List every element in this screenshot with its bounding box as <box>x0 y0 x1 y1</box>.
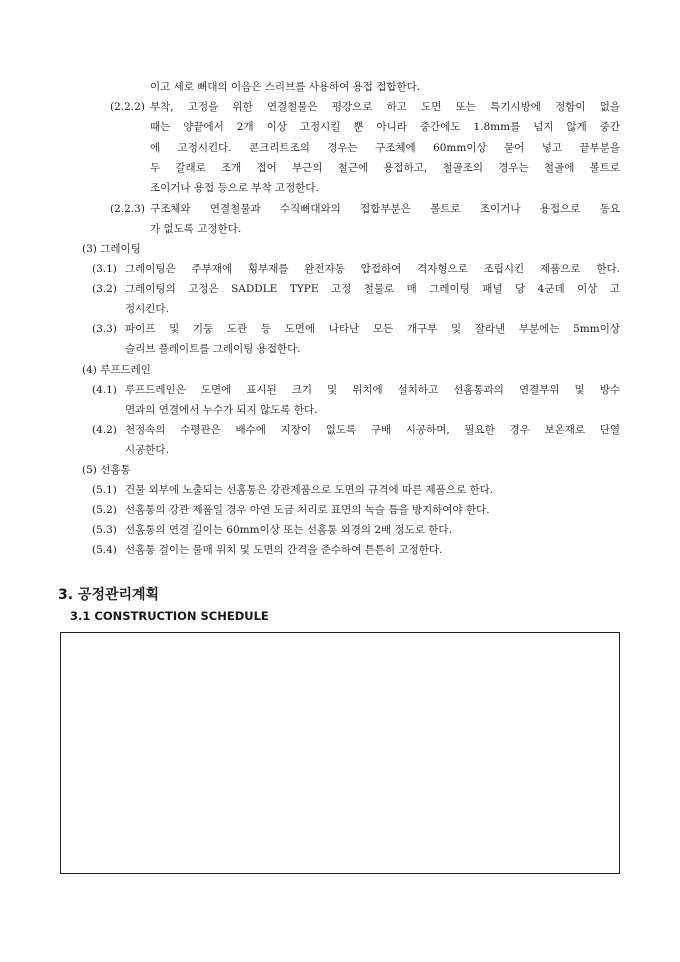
roof-drain-item-line: 시공한다. <box>125 444 169 456</box>
paragraph-2-2-3-line: 구조체와 연결철물과 수직뼈대와의 접합부분은 볼트로 조이거나 용접으로 동요 <box>150 203 620 215</box>
downspout-item-number: (5.3) <box>92 524 117 536</box>
paragraph-2-2-3-number: (2.2.3) <box>110 203 145 215</box>
grating-item-line: 정시킨다. <box>125 303 169 315</box>
paragraph-2-2-3-line: 가 없도록 고정한다. <box>150 223 242 235</box>
paragraph-2-2-2-number: (2.2.2) <box>110 101 145 113</box>
grating-item-line: 파이프 및 기둥 도관 등 도면에 나타난 모든 개구부 및 잘라낸 부분에는 5mm이상 <box>125 323 620 335</box>
grating-item-number: (3.3) <box>92 323 117 335</box>
roof-drain-item-line: 루프드레인은 도면에 표시된 크기 및 위치에 설치하고 선홈통과의 연결부위 및 방수 <box>125 384 620 396</box>
paragraph-2-2-2-line: 두 갈래로 조개 접어 부근의 철근에 용접하고, 철골조의 경우는 철골에 볼트로 <box>150 162 620 174</box>
downspout-item-line: 건물 외부에 노출되는 선홈통은 강관제품으로 도면의 규격에 따른 제품으로 한다. <box>125 484 494 496</box>
paragraph-2-2-2-line: 때는 양끝에서 2개 이상 고정시킬 뿐 아니라 중간에도 1.8mm를 넘지 않게 중간 <box>150 121 620 133</box>
downspout-item-number: (5.4) <box>92 544 117 556</box>
roof-drain-item-line: 천정속의 수평관은 배수에 지장이 없도록 구배 시공하며, 필요한 경우 보온재로 단열 <box>125 424 620 436</box>
paragraph-2-2-2-line: 부착, 고정을 위한 연결철물은 평강으로 하고 도면 또는 특기시방에 정함이 없을 <box>150 101 620 113</box>
downspout-item-line: 선홈통의 연결 길이는 60mm이상 또는 선홈통 외경의 2배 정도로 한다. <box>125 524 452 536</box>
grating-item-line: 슬리브 플레이트를 그레이팅 용접한다. <box>125 343 301 355</box>
grating-item-number: (3.2) <box>92 283 117 295</box>
roof-drain-item-number: (4.2) <box>92 424 117 436</box>
paragraph-2-2-2-line: 에 고정시킨다. 콘크리트조의 경우는 구조체에 60mm이상 묻어 넣고 끝부분을 <box>150 142 620 154</box>
downspout-item-number: (5.2) <box>92 504 117 516</box>
roof-drain-item-number: (4.1) <box>92 384 117 396</box>
downspout-item-line: 선홈통 걸이는 물매 위치 및 도면의 간격을 준수하여 튼튼히 고정한다. <box>125 544 443 556</box>
paragraph-2-2-1-continuation: 이고 세로 뼈대의 이음은 스리브를 사용하여 용접 접합한다. <box>150 81 421 93</box>
grating-heading: (3) 그레이팅 <box>82 243 141 255</box>
downspout-item-number: (5.1) <box>92 484 117 496</box>
construction-schedule-box <box>60 632 620 874</box>
downspout-heading: (5) 선홈통 <box>82 464 131 476</box>
roof-drain-item-line: 면과의 연결에서 누수가 되지 않도록 한다. <box>125 404 318 416</box>
paragraph-2-2-2-line: 조이거나 용접 등으로 부착 고정한다. <box>150 182 319 194</box>
grating-item-line: 그레이팅은 주부재에 횡부재를 완전자동 압접하여 격자형으로 조립시킨 제품으로 한다. <box>125 263 620 275</box>
downspout-item-line: 선홈통의 강관 제품일 경우 아연 도금 처리로 표면의 녹슬 틈을 방지하여야 한다. <box>125 504 490 516</box>
section-3-1-subtitle: 3.1 CONSTRUCTION SCHEDULE <box>70 609 269 623</box>
grating-item-number: (3.1) <box>92 263 117 275</box>
roof-drain-heading: (4) 루프드레인 <box>82 364 151 376</box>
section-3-title: 3. 공정관리계획 <box>58 587 160 603</box>
grating-item-line: 그레이팅의 고정은 SADDLE TYPE 고정 철물로 매 그레이팅 패널 당 4군데 이상 고 <box>125 283 620 295</box>
